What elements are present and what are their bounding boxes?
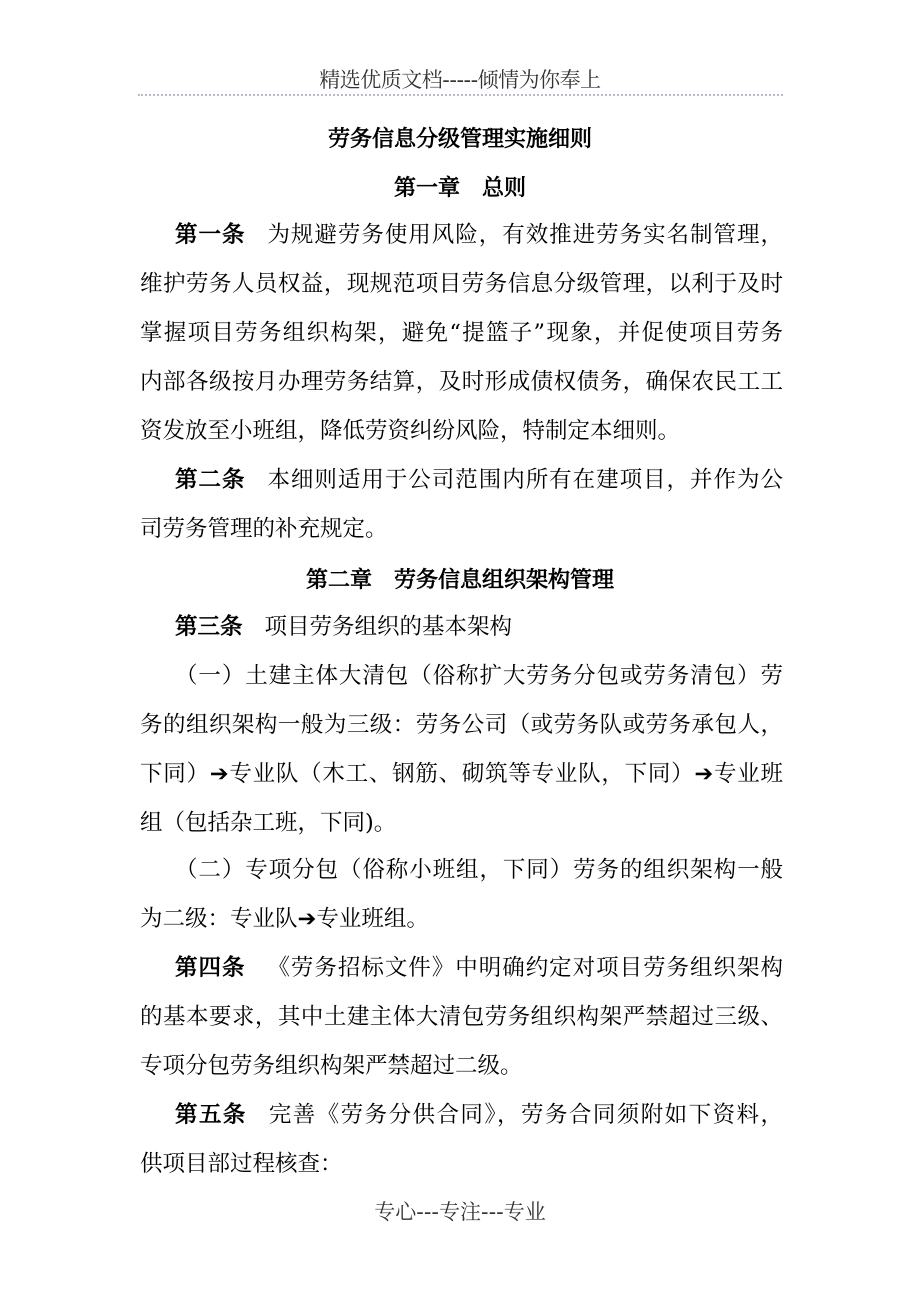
- text-line: [175, 220, 783, 250]
- line-text: 司劳务管理的补充规定。: [140, 516, 388, 542]
- header-divider: [138, 94, 783, 96]
- line-text: 为二级：专业队➔专业班组。: [140, 906, 429, 932]
- page-footer: 专心---专注---专业: [374, 1200, 546, 1224]
- line-text: 组（包括杂工班，下同)。: [140, 810, 397, 836]
- text-line: [175, 855, 783, 885]
- text-line: [175, 953, 783, 983]
- article-label: 第二条: [175, 467, 246, 493]
- line-text: 掌握项目劳务组织构架，避免“提篮子”现象，并促使项目劳务: [140, 320, 783, 346]
- chapter-heading: 第一章 总则: [393, 175, 526, 201]
- text-line: [175, 465, 783, 495]
- line-text: 务的组织架构一般为三级：劳务公司（或劳务队或劳务承包人，: [140, 712, 783, 738]
- text-line: [140, 759, 783, 789]
- chapter-heading: 第二章 劳务信息组织架构管理: [305, 567, 614, 593]
- line-text: 完善《劳务分供合同》，劳务合同须附如下资料，: [268, 1102, 783, 1128]
- line-text: 维护劳务人员权益，现规范项目劳务信息分级管理，以利于及时: [140, 271, 783, 297]
- line-text: 《劳务招标文件》中明确约定对项目劳务组织架构: [267, 955, 783, 981]
- article-label: 第四条: [175, 955, 246, 981]
- text-line: [140, 904, 783, 934]
- text-line: [175, 1100, 783, 1130]
- text-line: [140, 1149, 783, 1179]
- text-line: [140, 416, 783, 446]
- text-line: [175, 612, 783, 642]
- document-title: 劳务信息分级管理实施细则: [327, 126, 592, 152]
- text-line: [140, 318, 783, 348]
- line-text: 下同）➔专业队（木工、钢筋、砌筑等专业队，下同）➔专业班: [140, 761, 783, 787]
- text-line: [140, 1051, 783, 1081]
- line-text: 供项目部过程核查：: [140, 1151, 343, 1177]
- line-text: 本细则适用于公司范围内所有在建项目，并作为公: [267, 467, 783, 493]
- article-label: 第五条: [175, 1102, 247, 1128]
- article-label: 第三条: [175, 614, 243, 640]
- text-line: [175, 661, 783, 691]
- line-text: 的基本要求，其中土建主体大清包劳务组织构架严禁超过三级、: [140, 1004, 783, 1030]
- line-text: 为规避劳务使用风险，有效推进劳务实名制管理，: [267, 222, 783, 248]
- line-text: 资发放至小班组，降低劳资纠纷风险，特制定本细则。: [140, 418, 681, 444]
- line-text: 内部各级按月办理劳务结算，及时形成债权债务，确保农民工工: [140, 369, 783, 395]
- text-line: [140, 367, 783, 397]
- line-text: （一）土建主体大清包（俗称扩大劳务分包或劳务清包）劳: [175, 663, 783, 689]
- line-text: 专项分包劳务组织构架严禁超过二级。: [140, 1053, 523, 1079]
- text-line: [140, 710, 783, 740]
- text-line: [140, 269, 783, 299]
- line-text: （二）专项分包（俗称小班组，下同）劳务的组织架构一般: [175, 857, 783, 883]
- line-text: 项目劳务组织的基本架构: [264, 614, 513, 640]
- text-line: [140, 514, 783, 544]
- text-line: [140, 1002, 783, 1032]
- text-line: [140, 808, 783, 838]
- article-label: 第一条: [175, 222, 246, 248]
- page-header: 精选优质文档-----倾情为你奉上: [319, 68, 601, 92]
